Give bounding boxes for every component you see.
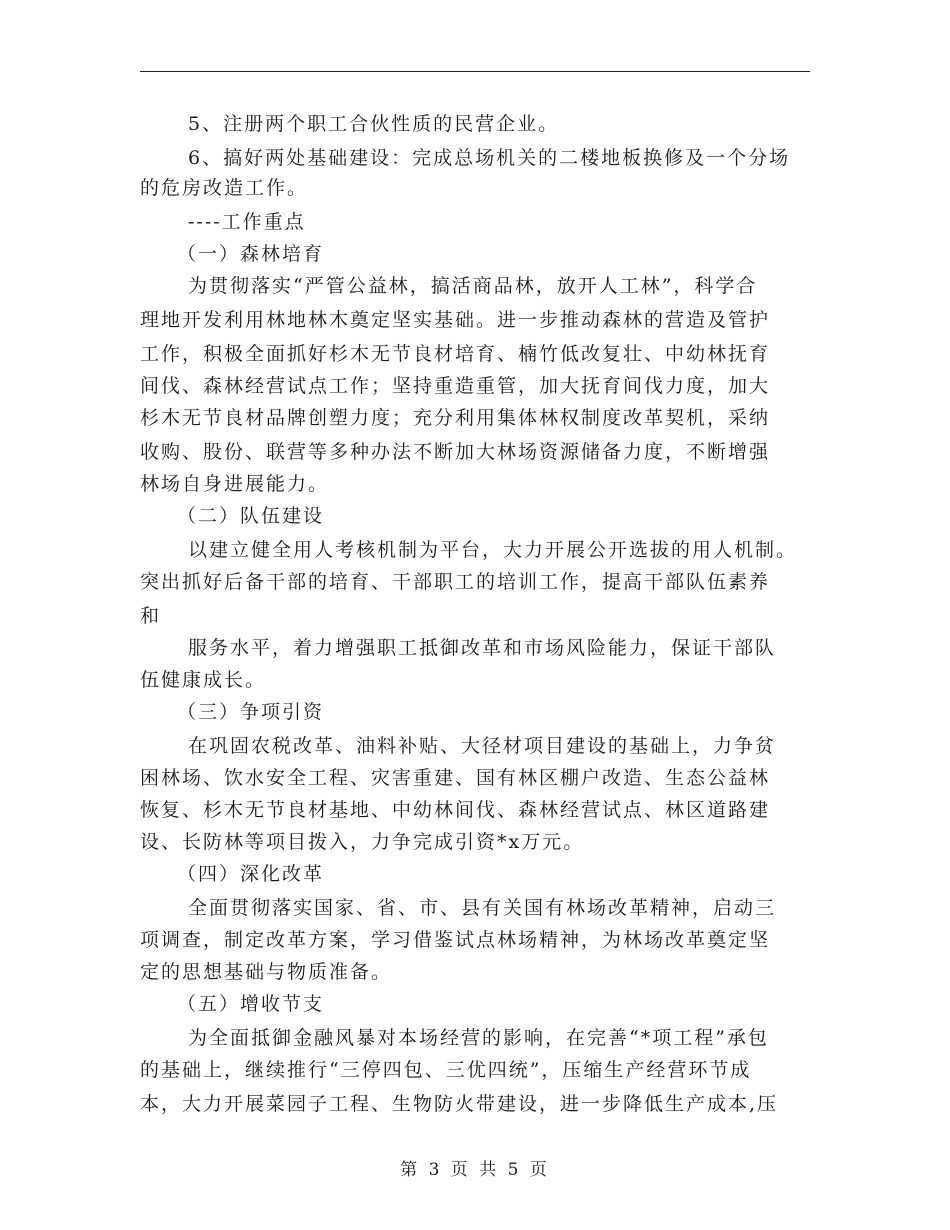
section-heading: （二）队伍建设 <box>177 505 325 527</box>
section-heading: （四）深化改革 <box>177 863 325 885</box>
paragraph-line: 理地开发利用林地林木奠定坚实基础。进一步推动森林的营造及管护 <box>140 309 771 331</box>
paragraph-line: 突出抓好后备干部的培育、干部职工的培训工作，提高干部队伍素养 <box>140 571 771 593</box>
paragraph-line: 项调查，制定改革方案，学习借鉴试点林场精神，为林场改革奠定坚 <box>140 929 771 951</box>
paragraph-line: 以建立健全用人考核机制为平台，大力开展公开选拔的用人机制。 <box>188 539 798 561</box>
paragraph-line: 本，大力开展菜园子工程、生物防火带建设，进一步降低生产成本,压 <box>140 1093 779 1115</box>
paragraph-line: 为全面抵御金融风暴对本场经营的影响，在完善“*项工程”承包 <box>188 1027 769 1049</box>
paragraph-line: 为贯彻落实“严管公益林，搞活商品林，放开人工林”，科学合 <box>188 275 758 297</box>
paragraph-line: 杉木无节良材品牌创塑力度；充分利用集体林权制度改革契机，采纳 <box>140 407 771 429</box>
section-heading: （五）增收节支 <box>177 993 325 1015</box>
paragraph-line: 服务水平，着力增强职工抵御改革和市场风险能力，保证干部队 <box>188 637 777 659</box>
paragraph-line: 6、搞好两处基础建设：完成总场机关的二楼地板换修及一个分场 <box>188 147 791 169</box>
paragraph-line: 设、长防林等项目拨入，力争完成引资*x万元。 <box>140 831 585 853</box>
section-heading: （一）森林培育 <box>177 243 325 265</box>
paragraph-line: 恢复、杉木无节良材基地、中幼林间伐、森林经营试点、林区道路建 <box>140 799 771 821</box>
paragraph-line: 工作，积极全面抓好杉木无节良材培育、楠竹低改复壮、中幼林抚育 <box>140 343 771 365</box>
section-heading: （三）争项引资 <box>177 701 325 723</box>
paragraph-line: 在巩固农税改革、油料补贴、大径材项目建设的基础上，力争贫 <box>188 735 777 757</box>
paragraph-line: 的基础上，继续推行“三停四包、三优四统”，压缩生产经营环节成 <box>140 1059 752 1081</box>
header-rule <box>140 71 810 72</box>
paragraph-line: 的危房改造工作。 <box>140 177 309 199</box>
paragraph-line: 间伐、森林经营试点工作；坚持重造重管，加大抚育间伐力度，加大 <box>140 375 771 397</box>
paragraph-line: 困林场、饮水安全工程、灾害重建、国有林区棚户改造、生态公益林 <box>140 767 771 789</box>
paragraph-line: 定的思想基础与物质准备。 <box>140 961 393 983</box>
page-number-footer: 第 3 页 共 5 页 <box>400 1160 550 1180</box>
paragraph-line: 5、注册两个职工合伙性质的民营企业。 <box>188 113 560 135</box>
paragraph-line: 收购、股份、联营等多种办法不断加大林场资源储备力度，不断增强 <box>140 441 771 463</box>
paragraph-line: 全面贯彻落实国家、省、市、县有关国有林场改革精神，启动三 <box>188 897 777 919</box>
paragraph-line: 伍健康成长。 <box>140 669 267 691</box>
paragraph-line: 林场自身进展能力。 <box>140 473 330 495</box>
paragraph-line: 和 <box>140 605 162 627</box>
section-heading: ----工作重点 <box>188 211 306 233</box>
